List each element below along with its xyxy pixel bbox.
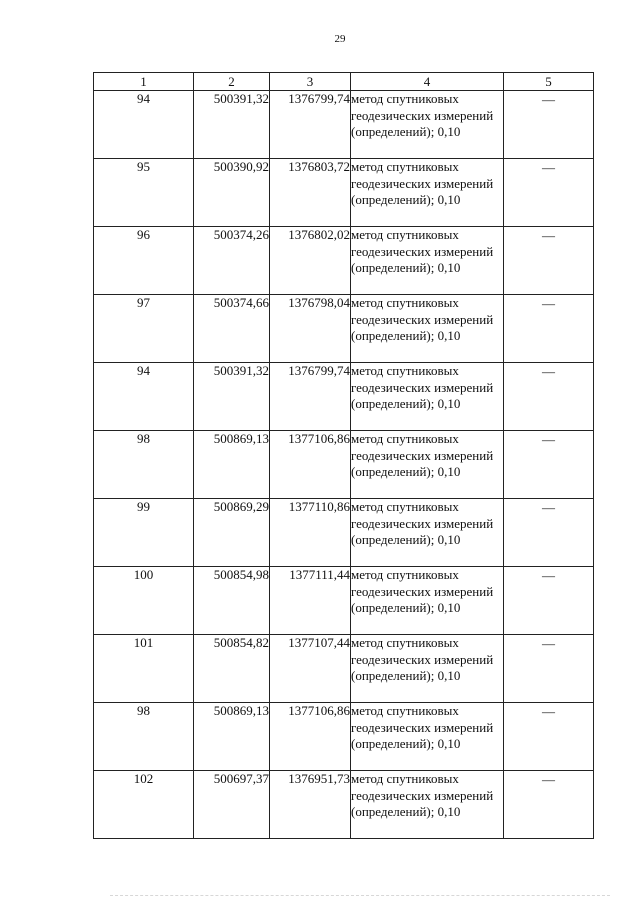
note-cell (504, 499, 594, 567)
x-coordinate-cell: 500391,32 (194, 91, 270, 159)
point-number-cell: 97 (94, 295, 194, 363)
dash-mark: — (542, 636, 555, 651)
x-coordinate-cell: 500391,32 (194, 363, 270, 431)
x-coordinate-cell: 500869,29 (194, 499, 270, 567)
point-number-cell: 98 (94, 431, 194, 499)
note-cell (504, 91, 594, 159)
y-coordinate-cell: 1377107,44 (270, 635, 351, 703)
table-row (94, 91, 594, 159)
note-cell (504, 295, 594, 363)
method-cell: метод спутниковых геодезических измерений (определений); 0,10 (351, 703, 504, 771)
y-coordinate-cell: 1377110,86 (270, 499, 351, 567)
method-cell: метод спутниковых геодезических измерений (определений); 0,10 (351, 567, 504, 635)
table-row (94, 635, 594, 703)
page-number: 29 (334, 33, 346, 45)
note-cell (504, 771, 594, 839)
point-number-cell: 100 (94, 567, 194, 635)
point-number-cell: 101 (94, 635, 194, 703)
x-coordinate-cell: 500374,26 (194, 227, 270, 295)
note-cell (504, 567, 594, 635)
y-coordinate-cell: 1377106,86 (270, 703, 351, 771)
x-coordinate-cell: 500854,98 (194, 567, 270, 635)
header-col-2: 2 (194, 73, 270, 91)
scan-artifact-line (110, 895, 610, 897)
dash-mark: — (542, 432, 555, 447)
method-cell: метод спутниковых геодезических измерений (определений); 0,10 (351, 159, 504, 227)
dash-mark: — (542, 296, 555, 311)
table-row (94, 567, 594, 635)
y-coordinate-cell: 1376803,72 (270, 159, 351, 227)
table-row (94, 159, 594, 227)
table-row (94, 227, 594, 295)
table-row (94, 363, 594, 431)
y-coordinate-cell: 1376798,04 (270, 295, 351, 363)
note-cell (504, 431, 594, 499)
x-coordinate-cell: 500869,13 (194, 431, 270, 499)
header-col-5: 5 (504, 73, 594, 91)
coordinates-table (93, 72, 594, 839)
method-cell: метод спутниковых геодезических измерений (определений); 0,10 (351, 499, 504, 567)
method-cell: метод спутниковых геодезических измерений (определений); 0,10 (351, 91, 504, 159)
y-coordinate-cell: 1376951,73 (270, 771, 351, 839)
point-number-cell: 94 (94, 363, 194, 431)
method-cell: метод спутниковых геодезических измерений (определений); 0,10 (351, 635, 504, 703)
table-header-row (94, 73, 594, 91)
point-number-cell: 99 (94, 499, 194, 567)
note-cell (504, 363, 594, 431)
x-coordinate-cell: 500374,66 (194, 295, 270, 363)
dash-mark: — (542, 92, 555, 107)
table-row (94, 499, 594, 567)
x-coordinate-cell: 500869,13 (194, 703, 270, 771)
x-coordinate-cell: 500854,82 (194, 635, 270, 703)
table-body (94, 91, 594, 839)
table-row (94, 431, 594, 499)
x-coordinate-cell: 500697,37 (194, 771, 270, 839)
note-cell (504, 635, 594, 703)
dash-mark: — (542, 704, 555, 719)
y-coordinate-cell: 1376802,02 (270, 227, 351, 295)
point-number-cell: 96 (94, 227, 194, 295)
dash-mark: — (542, 500, 555, 515)
y-coordinate-cell: 1377111,44 (270, 567, 351, 635)
header-col-3: 3 (270, 73, 351, 91)
note-cell (504, 703, 594, 771)
dash-mark: — (542, 160, 555, 175)
note-cell (504, 159, 594, 227)
point-number-cell: 94 (94, 91, 194, 159)
method-cell: метод спутниковых геодезических измерений (определений); 0,10 (351, 771, 504, 839)
header-col-4: 4 (351, 73, 504, 91)
point-number-cell: 95 (94, 159, 194, 227)
point-number-cell: 102 (94, 771, 194, 839)
dash-mark: — (542, 364, 555, 379)
table-row (94, 703, 594, 771)
table-row (94, 295, 594, 363)
header-col-1: 1 (94, 73, 194, 91)
note-cell (504, 227, 594, 295)
method-cell: метод спутниковых геодезических измерений (определений); 0,10 (351, 431, 504, 499)
method-cell: метод спутниковых геодезических измерений (определений); 0,10 (351, 295, 504, 363)
dash-mark: — (542, 568, 555, 583)
y-coordinate-cell: 1377106,86 (270, 431, 351, 499)
method-cell: метод спутниковых геодезических измерений (определений); 0,10 (351, 227, 504, 295)
dash-mark: — (542, 228, 555, 243)
y-coordinate-cell: 1376799,74 (270, 91, 351, 159)
table-row (94, 771, 594, 839)
point-number-cell: 98 (94, 703, 194, 771)
y-coordinate-cell: 1376799,74 (270, 363, 351, 431)
method-cell: метод спутниковых геодезических измерений (определений); 0,10 (351, 363, 504, 431)
dash-mark: — (542, 772, 555, 787)
x-coordinate-cell: 500390,92 (194, 159, 270, 227)
